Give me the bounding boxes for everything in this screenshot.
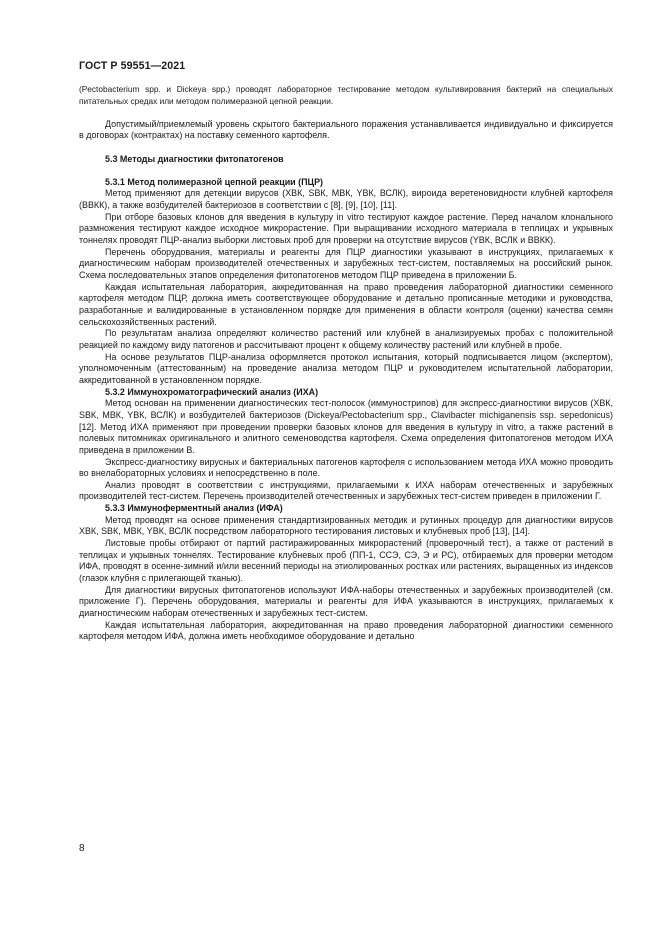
subsection-heading-5-3-2: 5.3.2 Иммунохроматографический анализ (ИХА)	[105, 386, 319, 397]
section-heading-5-3: 5.3 Методы диагностики фитопатогенов	[105, 153, 284, 164]
paragraph: Метод применяют для детекции вирусов (ХВК, SВК, МВК, YВК, ВСЛК), вироида веретеновидности клубней картофеля (ВВКК), а также возбудителей бактериозов в соответствии с [8], [9], [10], [11].	[79, 188, 613, 211]
paragraph: Перечень оборудования, материалы и реагенты для ПЦР диагностики указывают в инструкциях, прилагаемых к диагностическим наборам производителей отечественных и зарубежных тест-систем, поставляемых на российский рынок. Схема последовательных этапов определения фитопатогенов методом ПЦР приведена в приложении Б.	[79, 246, 613, 280]
paragraph: Метод проводят на основе применения стандартизированных методик и рутинных процедур для диагностики вирусов ХВК, SВК, МВК, YВК, ВСЛК посредством лабораторного тестирования листовых и клубневых проб [13], [14].	[79, 514, 613, 537]
paragraph: Для диагностики вирусных фитопатогенов используют ИФА-наборы отечественных и зарубежных производителей (см. приложение Г). Перечень оборудования, материалы и реагенты для ИФА указываются в инструкциях, прилагаемых к диагностическим наборам отечественных и зарубежных тест-систем.	[79, 584, 613, 619]
paragraph-continuation: (Pectobacterium spp. и Dickeya spp.) проводят лабораторное тестирование методом культивирования бактерий на специальных питательных средах или методом полимеразной цепной реакции.	[79, 84, 613, 106]
paragraph: Каждая испытательная лаборатория, аккредитованная на право проведения лабораторной диагностики семенного картофеля методом ИФА, должна иметь необходимое оборудование и детально	[79, 619, 613, 642]
paragraph: Метод основан на применении диагностических тест-полосок (иммунострипов) для экспресс-диагностики вирусов (ХВК, SВК, МВК, YВК, ВСЛК) и возбудителей бактериозов (Dickeya/Pectobacterium spp., Clavibacter michiganensis ssp. sepedonicus) [12]. Метод ИХА применяют при проведении проверки базовых клонов для введения в культуру in vitro, а также растений в полевых питомниках оригинального и элитного семеноводства картофеля. Схема определения фитопатогенов методом ИХА приведена в приложении В.	[79, 398, 613, 455]
paragraph: При отборе базовых клонов для введения в культуру in vitro тестируют каждое растение. Перед началом клонального размножения тестируют каждое исходное микрорастение. При выращивании исходного материала в теплицах и укрывных тоннелях проводят ПЦР-анализ выборки листовых проб для проверки на отсутствие вирусов (YВК, ВСЛК и ВВКК).	[79, 211, 613, 246]
paragraph: Листовые пробы отбирают от партий растиражированных микрорастений (проверочный тест), а также от растений в теплицах и укрывных тоннелях. Тестирование клубневых проб (ПП-1, ССЭ, СЭ, Э и РС), отбираемых для проверки методом ИФА, проводят в осенне-зимний и/или весенний периоды на этиолированных ростках или растениях, выращенных из индексов (глазок клубня с прилегающей тканью).	[79, 538, 613, 584]
paragraph: Допустимый/приемлемый уровень скрытого бактериального поражения устанавливается индивидуально и фиксируется в договорах (контрактах) на поставку семенного картофеля.	[79, 118, 613, 141]
paragraph: Экспресс-диагностику вирусных и бактериальных патогенов картофеля с использованием метода ИХА можно проводить во внелабораторных условиях и непосредственно в поле.	[79, 456, 613, 479]
paragraph: Анализ проводят в соответствии с инструкциями, прилагаемыми к ИХА наборам отечественных и зарубежных производителей тест-систем. Перечень производителей отечественных и зарубежных тест-систем приведен в приложении Г.	[79, 479, 613, 502]
page-number: 8	[79, 843, 85, 854]
paragraph: По результатам анализа определяют количество растений или клубней в анализируемых пробах с положительной реакцией по каждому виду патогенов и рассчитывают процент к общему количеству растений или клубней в пробе.	[79, 328, 613, 350]
paragraph: На основе результатов ПЦР-анализа оформляется протокол испытания, который подписывается лицом (экспертом), уполномоченным (аттестованным) на проведение анализа методом ПЦР и руководителем испытательной лаборатории, аккредитованной в установленном порядке.	[79, 351, 613, 385]
standard-header: ГОСТ Р 59551—2021	[79, 60, 186, 72]
subsection-heading-5-3-1: 5.3.1 Метод полимеразной цепной реакции (ПЦР)	[105, 176, 324, 187]
paragraph: Каждая испытательная лаборатория, аккредитованная на право проведения лабораторной диагностики семенного картофеля методом ПЦР, должна иметь соответствующее оборудование и детально прописанные методики и руководства, разработанные и валидированные в установленном порядке для применения в области контроля (оценки) качества семян сельскохозяйственных растений.	[79, 281, 613, 327]
document-body	[79, 84, 613, 643]
subsection-heading-5-3-3: 5.3.3 Иммуноферментный анализ (ИФА)	[105, 503, 283, 514]
